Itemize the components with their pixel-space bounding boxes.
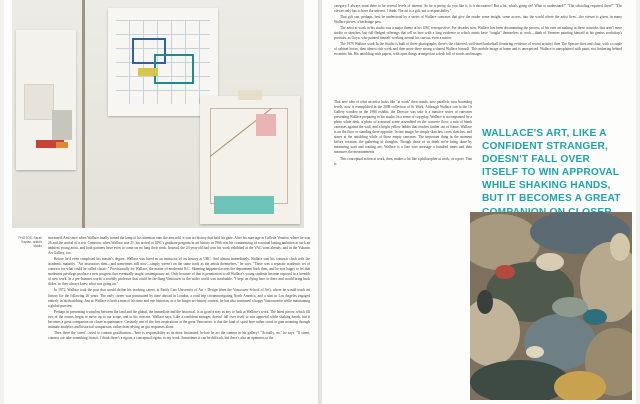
artwork-board-right — [200, 96, 300, 224]
artwork-board-left — [16, 30, 76, 170]
right-page — [322, 0, 636, 404]
paragraph: Before he'd even completed his master's degree, Wallace was hired as an instructor of art history at UBC. And almost immediately, Wallace saw his contexts clash with the academic maturity. "Art instructors then—and sometimes still now—simply weren't on the same track as the artists themselves," he says. "There was a separate academic set of contexts for what could be called classic." Provisionally for Wallace, the matter of modernist B.C. Skinning happened across the department back then, and he was happy to let that modernist privilege produce a new progress that eventually taught contemporary art. Only because of that is penetration to all Wallace's young students became exposed in a breadth of new work. In a pre-Internet world, a worldly professor that could be far-flung Vancouver to the wider world was invaluable. "I kept on flying here or there and would bring back slides, so they always knew what was going on." — [48, 257, 310, 287]
paragraph: increased. And since when Wallace finally turned the lamp of his attention onto the artworld, it was art history that held his gaze. After his marriage at Collette Venafro, where he was 26 and the arrival of a son, Cameron, when Wallace was 21, his arrival at UBC's graduate program in art history in 1966 was his commencing of a mutual lasting ambition at such an ambient young artist, and both partners have even to come on no long their work. Instead, the 23-year-old had won his work exhibited at the VAG soon already, and in the Vukasin Art Gallery, too. — [48, 236, 310, 256]
paragraph: That new idea of what an artist looks like "at work" then stands, now parallels, now bounding levels, now is exemplified in the 2008 collection of At Work. Although Wallace can to the Or Gallery window in the 1980 exhibit, the Director was take is a massive series of canvases presenting Wallace preparing in his studio. In a sense of copyplay, Wallace is accompanied by a photo white desk, a photo of a mutual scene assembled on the concrete floor; a mix of blank canvases against the wall, and a bright yellow ladder that reaches farther out of frame. Wallace is on the floor or standing there opposite. In one image, he simply sketches, cross sketches, and stares at the unfolding while of those empty canvases. The important thing in the moment before creation, the gathering of thoughts. Though those of us think we're being done by measuring wait and waiting are, Wallace is a fine wire message a hundred times and then measures the measurements. — [334, 100, 472, 155]
paragraph: category. I always want there to be several levels of interest. So he is pretty, do you like it, is it decorative? But a lot, what's going on? What to understand?" "The schooling required, then?" "The viewer only has to have the interest, I think. The art is a gift, not a responsibility." — [334, 4, 622, 14]
paragraph: The 1979 Wallace work In the Studio is built of three photographs: there's the cluttered, well-used basketball (featuring evidence of recent artistry) then The Spectre does and chair, with a couple of cabinet boxes, then almost rich work and then more there strong a shared Wallace himself. This mobile image at home and is unexpected. Wallace is unexplained with paint, not furthering behind eccentric his. His unfolding with papers, with open things arranged on a desk full of words and images. — [334, 42, 622, 57]
studio-pole — [82, 0, 85, 228]
paragraph: This conceptual action at work, then, makes a lot like a philosopher at work, or a poet. That is — [334, 156, 472, 166]
paragraph: Then there the 'street'—used to contain gratification—'here is responsibility as its most fascinated, before he act the camera in his gallery? "Actually, no," he says. "If street, connect our take something from it. I think there's a rigour, a conceptual rigour, to my work. Sometimes it can be difficult, but there's also an openness to the — [48, 330, 310, 340]
paint-palette-photo — [470, 212, 632, 400]
right-body-column-narrow — [334, 100, 472, 168]
paragraph: In 1972, Wallace took the post that would define his teaching career, at Emily Carr University of Art + Design (then the Vancouver School of Art), where he would teach art history for the following 26 years. The early career was punctuated by time abroad in London, a road trip circumnavigating North America, and a stint in Los Angeles engaged entirely in birdwatching. Just as Wallace is both a man of his time and one historian, as a far longer art-history context, he has also continued a happy Vancouverite while maintaining a global purview. — [48, 288, 310, 308]
photo-caption: PHOTOS: Sarah Kaplan, artist's studio — [18, 236, 42, 249]
left-page — [4, 0, 318, 404]
paragraph: That gift can, perhaps, best be understood by a series of Wallace canvases that give the reader some insight, some access, into the world where the artist lives—the viewer is given, in many Wallace pieces, a backstage pass. — [334, 15, 622, 25]
pull-quote: WALLACE'S ART, LIKE A CONFIDENT STRANGER, DOESN'T FALL OVER ITSELF TO WIN APPROVAL WHILE SHAKING HANDS, BUT IT BECOMES A GREAT — [482, 128, 621, 205]
studio-photo — [12, 0, 304, 228]
paragraph: The artist at work in his studio was a major theme at his UBC retrospective. For decades now, Wallace has been documenting the process of his own art making in these artworks that aren't mere studio or sketches, but full-fledged offerings that tell us how with a long evidence to which artists have "sought" themselves at work—think of Vermeer painting himself at his genius workshop's portraits, as Goya, who painted himself working around his canvas, even a mirror. — [334, 26, 622, 41]
paint-texture-graphic — [470, 212, 632, 400]
paragraph: Perhaps in presenting a window between the land and the global, the immediate and the historical, is as good a way as any to look at Wallace's work. The latest pieces, which fill two of the rooms, begin to move up to our scope, and to his concern. Wallace says, Like a confident stranger, doesn't fall over itself to win approval while shaking hands, but it becomes a great companion on closer acquaintance. Certainly one of the first inspirations at the great Vancouver, is that the kind of spirit here rather stood to gain meaning through intimate analytics and historical comparison, rather than relying on gut responses alone. — [48, 309, 310, 329]
right-body-column-top — [334, 4, 622, 58]
left-body-column — [48, 236, 310, 342]
